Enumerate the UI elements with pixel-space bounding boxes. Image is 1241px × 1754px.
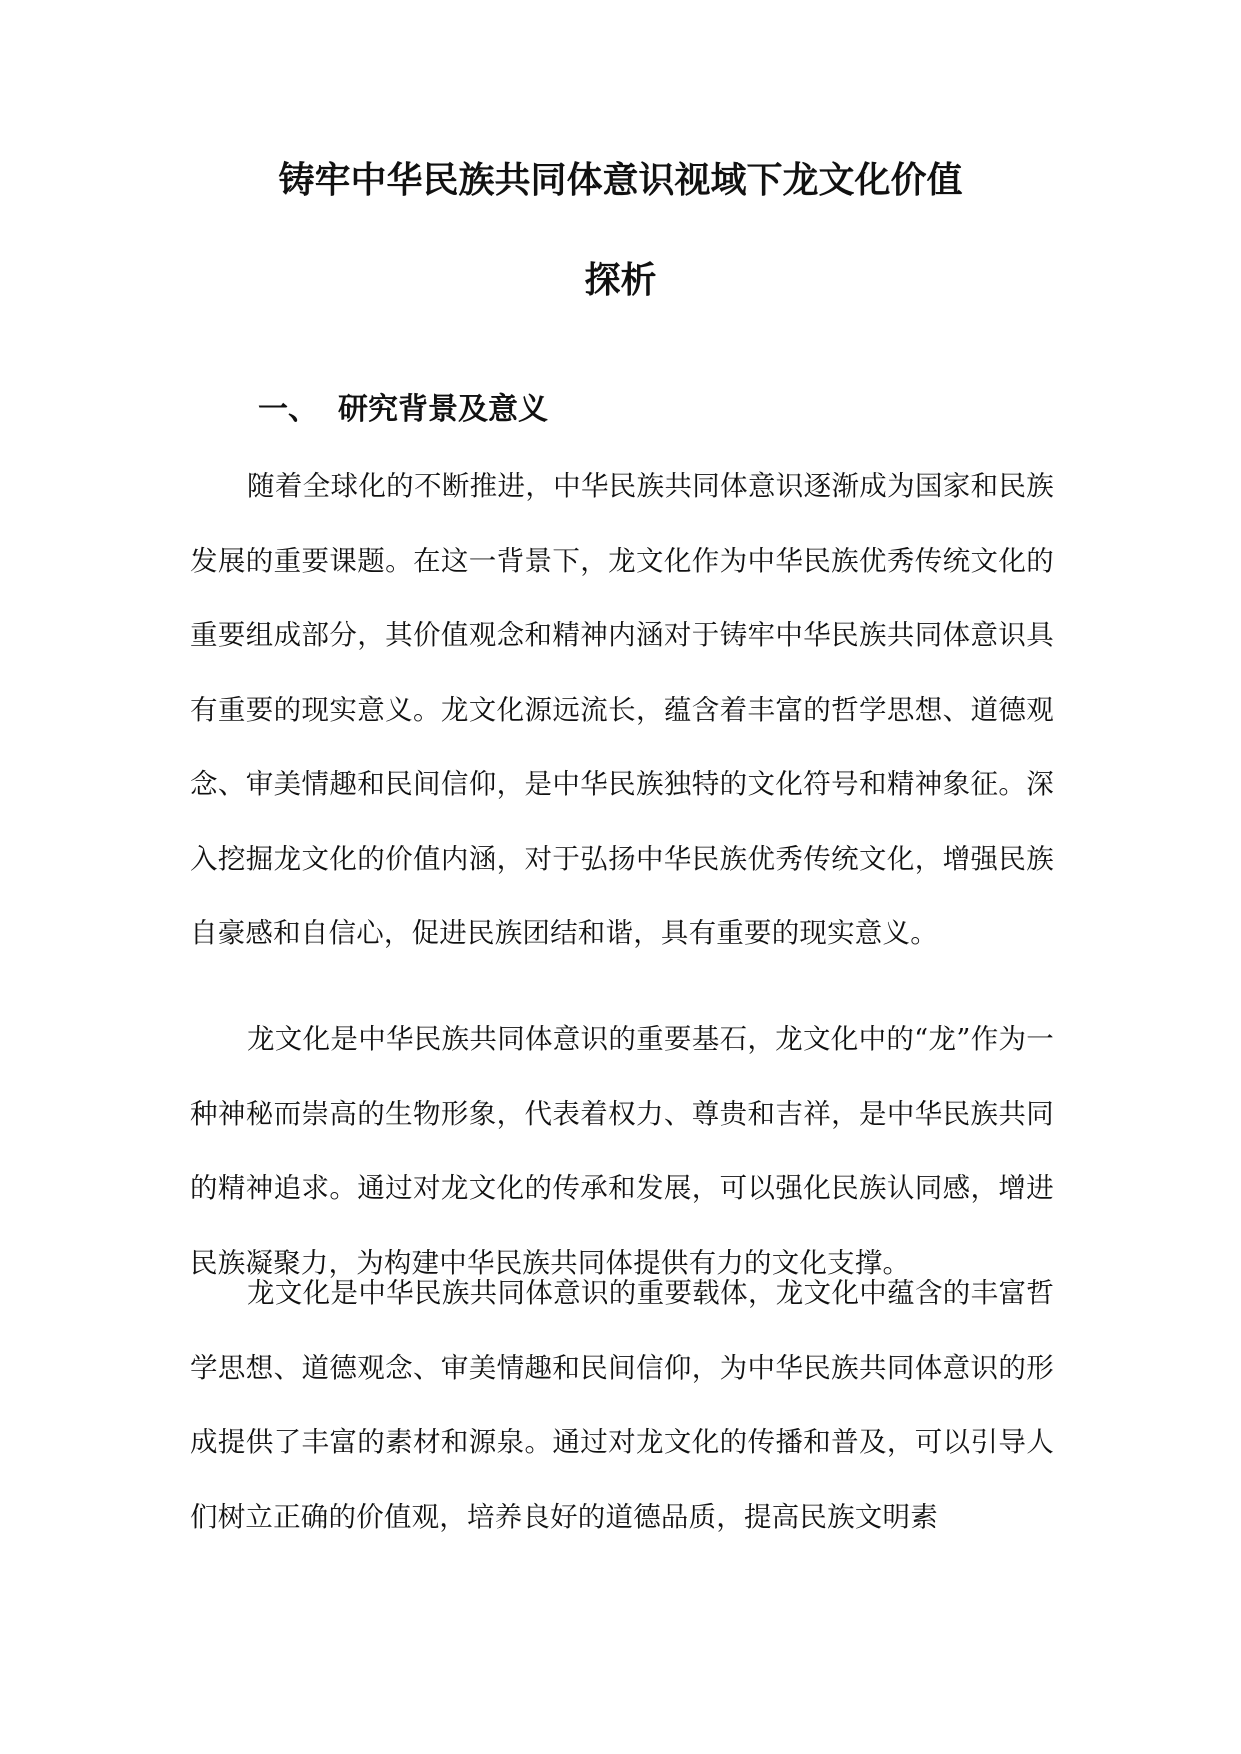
body-paragraph-1: 随着全球化的不断推进，中华民族共同体意识逐渐成为国家和民族发展的重要课题。在这一背景下，龙文化作为中华民族优秀传统文化的重要组成部分，其价值观念和精神内涵对于铸牢中华民族共同体意识具有重要的现实意义。龙文化源远流长，蕴含着丰富的哲学思想、道德观念、审美情趣和民间信仰，是中华民族独特的文化符号和精神象征。深入挖掘龙文化的价值内涵，对于弘扬中华民族优秀传统文化，增强民族自豪感和自信心，促进民族团结和谐，具有重要的现实意义。 (190, 470, 1054, 949)
document-title-line-2: 探析 (584, 260, 657, 301)
section-title: 研究背景及意义 (338, 392, 548, 427)
section-heading (258, 384, 548, 428)
body-paragraph-3: 龙文化是中华民族共同体意识的重要载体，龙文化中蕴含的丰富哲学思想、道德观念、审美情趣和民间信仰，为中华民族共同体意识的形成提供了丰富的素材和源泉。通过对龙文化的传播和普及，可以引导人们树立正确的价值观，培养良好的道德品质，提高民族文明素 (190, 1277, 1054, 1533)
section-number: 一、 (258, 392, 318, 427)
document-title-line-1: 铸牢中华民族共同体意识视域下龙文化价值 (278, 160, 963, 201)
body-paragraph-2: 龙文化是中华民族共同体意识的重要基石，龙文化中的“龙”作为一种神秘而崇高的生物形象，代表着权力、尊贵和吉祥，是中华民族共同的精神追求。通过对龙文化的传承和发展，可以强化民族认同感，增进民族凝聚力，为构建中华民族共同体提供有力的文化支撑。 (190, 1023, 1054, 1279)
